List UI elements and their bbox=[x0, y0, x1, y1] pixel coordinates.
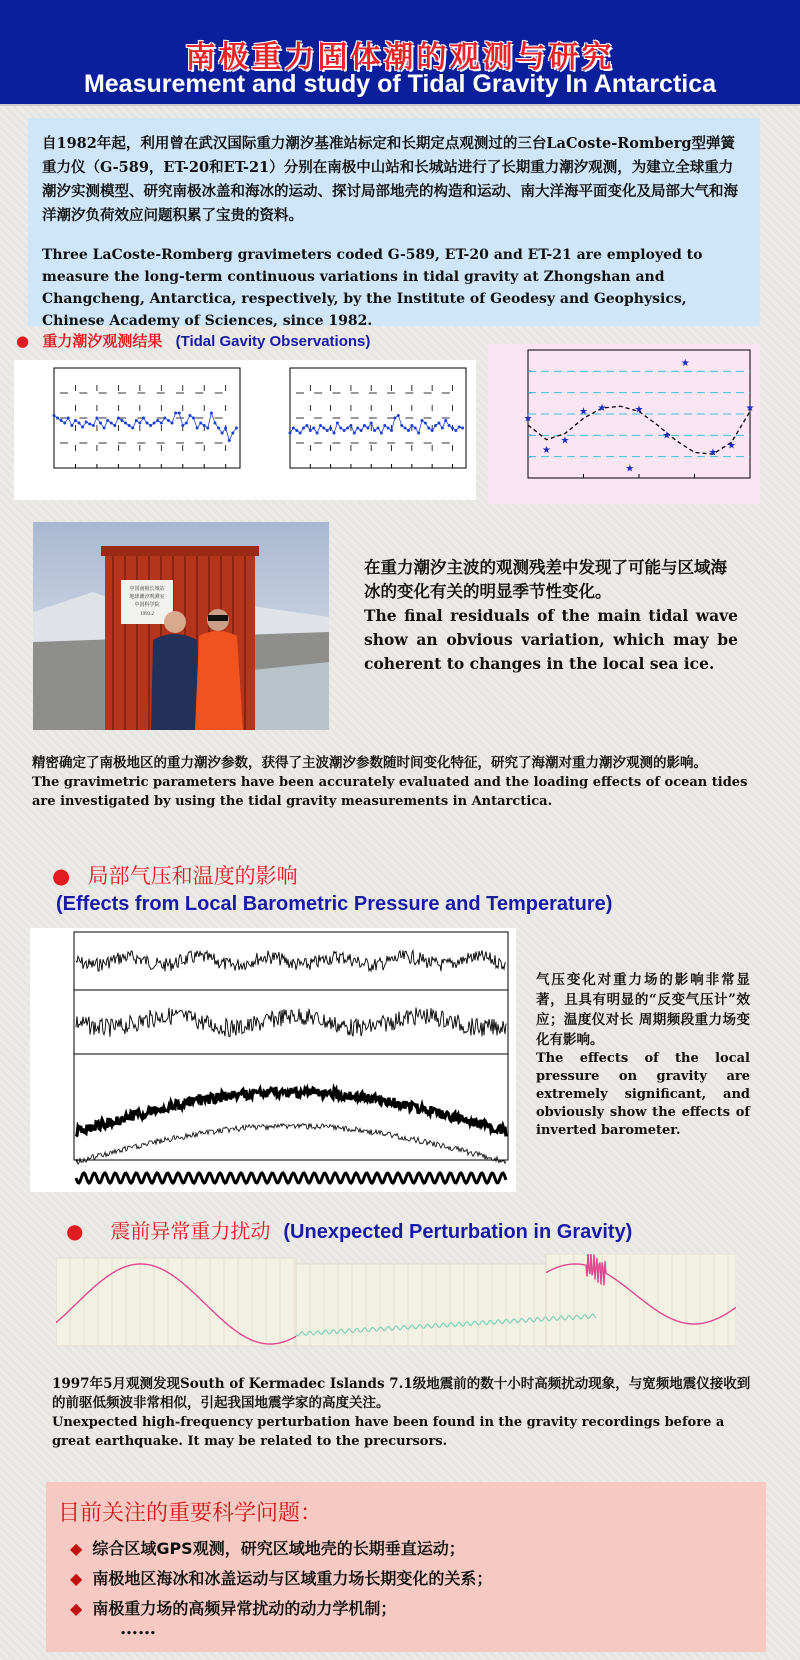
data-point bbox=[437, 422, 440, 425]
data-point bbox=[196, 427, 199, 430]
data-point bbox=[366, 427, 369, 430]
data-point bbox=[192, 417, 195, 420]
question-item bbox=[70, 1566, 492, 1589]
data-point bbox=[185, 422, 188, 425]
pressure-caption-zh: 气压变化对重力场的影响非常显著，且具有明显的“反变气压计”效应；温度仪对长 周期频段重力场变化有影响。 bbox=[536, 972, 750, 1048]
intro-box bbox=[28, 118, 760, 329]
station-photo bbox=[33, 522, 329, 730]
title-chinese: 南极重力固体潮的观测与研究 bbox=[185, 40, 615, 75]
data-point bbox=[178, 412, 181, 415]
data-point bbox=[217, 427, 220, 430]
data-point bbox=[203, 424, 206, 427]
title-english: Measurement and study of Tidal Gravity In Antarctica bbox=[83, 70, 717, 98]
data-point bbox=[360, 429, 363, 432]
data-point bbox=[302, 427, 305, 430]
data-point bbox=[142, 417, 145, 420]
question-item bbox=[70, 1536, 465, 1559]
data-point bbox=[156, 419, 159, 422]
data-point bbox=[448, 424, 451, 427]
section-perturbation bbox=[66, 1215, 632, 1244]
pressure-caption-en: The effects of the local pressure on gravity are extremely significant, and obviously show the effects of inverted barometer. bbox=[536, 1051, 750, 1138]
ellipsis-text: …… bbox=[120, 1618, 156, 1639]
pressure-caption bbox=[536, 970, 750, 1140]
data-point bbox=[407, 429, 410, 432]
data-point bbox=[56, 417, 59, 420]
data-point bbox=[224, 427, 227, 430]
data-point bbox=[235, 427, 238, 430]
data-point bbox=[343, 429, 346, 432]
data-point bbox=[461, 427, 464, 430]
pressure-temperature-gravity-chart bbox=[30, 928, 516, 1192]
data-point bbox=[74, 419, 77, 422]
sign-text-line: 中国南极长城站 bbox=[129, 587, 165, 592]
data-point bbox=[404, 427, 407, 430]
data-point bbox=[326, 429, 329, 432]
data-point bbox=[149, 424, 152, 427]
data-point bbox=[339, 427, 342, 430]
data-point bbox=[53, 414, 56, 417]
photo-caption bbox=[364, 556, 738, 676]
bullet-icon: ● bbox=[52, 864, 71, 888]
data-point bbox=[289, 432, 292, 435]
star-point: ★ bbox=[680, 357, 690, 369]
star-point: ★ bbox=[662, 430, 672, 442]
data-point bbox=[106, 419, 109, 422]
data-point bbox=[135, 419, 138, 422]
data-point bbox=[99, 422, 102, 425]
star-point: ★ bbox=[560, 435, 570, 447]
photo-caption-zh: 在重力潮汐主波的观测残差中发现了可能与区域海冰的变化有关的明显季节性变化。 bbox=[364, 558, 727, 601]
data-point bbox=[387, 427, 390, 430]
quake-text bbox=[52, 1375, 756, 1451]
star-point: ★ bbox=[625, 463, 635, 475]
data-point bbox=[305, 424, 308, 427]
data-point bbox=[363, 424, 366, 427]
data-point bbox=[454, 429, 457, 432]
data-point bbox=[221, 432, 224, 435]
data-point bbox=[70, 424, 73, 427]
data-point bbox=[78, 422, 81, 425]
data-point bbox=[417, 432, 420, 435]
data-point bbox=[160, 422, 163, 425]
summary-text bbox=[32, 754, 752, 811]
sign-text-line: 1993.2 bbox=[140, 612, 154, 617]
data-point bbox=[431, 429, 434, 432]
star-point: ★ bbox=[708, 447, 718, 459]
section-title-en: (Tidal Gavity Observations) bbox=[175, 333, 371, 350]
data-point bbox=[67, 417, 70, 420]
section-pressure-en: (Effects from Local Barometric Pressure and Temperature) bbox=[56, 893, 613, 915]
data-point bbox=[231, 432, 234, 435]
data-point bbox=[88, 423, 91, 426]
data-point bbox=[292, 427, 295, 430]
data-point bbox=[309, 429, 312, 432]
data-point bbox=[356, 427, 359, 430]
intro-chinese: 自1982年起，利用曾在武汉国际重力潮汐基准站标定和长期定点观测过的三台LaCoste-Romberg型弹簧重力仪（G-589，ET-20和ET-21）分别在南极中山站和长城站进行了长期重力潮汐观测，为建立全球重力潮汐实测模型、研究南极冰盖和海冰的运动、探讨局部地壳的构造和运动、南大洋海平面变化及局部大气和海洋潮汐负荷效应问题积累了宝贵的资料。 bbox=[42, 135, 738, 224]
data-point bbox=[377, 427, 380, 430]
star-point: ★ bbox=[634, 404, 644, 416]
section-title-zh: 重力潮汐观测结果 bbox=[42, 332, 163, 350]
data-point bbox=[95, 417, 98, 420]
o1-residuals-chart bbox=[488, 344, 760, 504]
bullet-icon: ● bbox=[16, 332, 30, 350]
data-point bbox=[117, 417, 120, 420]
data-point bbox=[451, 427, 454, 430]
record-paper bbox=[56, 1258, 296, 1346]
data-point bbox=[188, 414, 191, 417]
header-banner bbox=[0, 0, 800, 106]
star-point: ★ bbox=[727, 440, 736, 452]
section-title-zh: 局部气压和温度的影响 bbox=[87, 864, 298, 888]
data-point bbox=[153, 422, 156, 425]
data-point bbox=[60, 419, 63, 422]
data-point bbox=[110, 422, 113, 425]
star-point: ★ bbox=[523, 413, 533, 425]
question-item bbox=[70, 1596, 396, 1619]
data-point bbox=[353, 432, 356, 435]
data-point bbox=[383, 424, 386, 427]
o1-amplitude-chart bbox=[14, 360, 250, 500]
data-point bbox=[103, 427, 106, 430]
data-point bbox=[206, 427, 209, 430]
section-tidal-observations bbox=[16, 330, 370, 351]
data-point bbox=[63, 422, 66, 425]
data-point bbox=[397, 414, 400, 417]
data-point bbox=[312, 427, 315, 430]
star-point: ★ bbox=[579, 406, 588, 418]
data-point bbox=[333, 432, 336, 435]
data-point bbox=[441, 427, 444, 430]
data-point bbox=[329, 427, 332, 430]
star-point: ★ bbox=[597, 403, 607, 415]
diamond-bullet-icon: ◆ bbox=[70, 1539, 83, 1558]
question-text: 南极地区海冰和冰盖运动与区域重力场长期变化的关系； bbox=[92, 1569, 493, 1588]
m2-amplitude-chart bbox=[250, 360, 476, 500]
section-pressure-zh bbox=[52, 860, 298, 890]
data-point bbox=[410, 424, 413, 427]
intro-english: Three LaCoste-Romberg gravimeters coded G-589, ET-20 and ET-21 are employed to measure the long-term continuous variations in tidal gravity at Zhongshan and Changcheng, Antarctica, respectively, by the Institute of Geodesy and Geophysics, Chinese Academy of Sciences, since 1982. bbox=[42, 247, 703, 329]
data-point bbox=[113, 424, 116, 427]
data-point bbox=[128, 424, 131, 427]
data-point bbox=[444, 419, 447, 422]
data-point bbox=[424, 422, 427, 425]
data-point bbox=[120, 419, 123, 422]
data-point bbox=[81, 426, 84, 429]
diamond-bullet-icon: ◆ bbox=[70, 1599, 83, 1618]
bullet-icon: ● bbox=[66, 1219, 84, 1243]
data-point bbox=[319, 424, 322, 427]
data-point bbox=[174, 412, 177, 415]
data-point bbox=[167, 419, 170, 422]
data-point bbox=[138, 422, 141, 425]
data-point bbox=[390, 429, 393, 432]
data-point bbox=[370, 422, 373, 425]
quake-en: Unexpected high-frequency perturbation have been found in the gravity recordings before a great earthquake. It may be related to the precursors. bbox=[52, 1415, 725, 1449]
data-point bbox=[199, 422, 202, 425]
data-point bbox=[299, 432, 302, 435]
data-point bbox=[380, 432, 383, 435]
summary-en: The gravimetric parameters have been accurately evaluated and the loading effects of ocean tides are investigated by using the tidal gravity measurements in Antarctica. bbox=[32, 775, 748, 809]
data-point bbox=[163, 417, 166, 420]
data-point bbox=[336, 422, 339, 425]
gravity-perturbation-record bbox=[56, 1254, 736, 1356]
data-point bbox=[349, 424, 352, 427]
photo-caption-en: The final residuals of the main tidal wave show an obvious variation, which may be coherent to changes in the local sea ice. bbox=[364, 606, 738, 673]
data-point bbox=[400, 424, 403, 427]
data-point bbox=[228, 439, 231, 442]
data-point bbox=[434, 424, 437, 427]
data-point bbox=[295, 429, 298, 432]
section-title-zh: 震前异常重力扰动 bbox=[110, 1219, 271, 1243]
star-point: ★ bbox=[542, 444, 551, 456]
question-text: 南极重力场的高频异常扰动的动力学机制； bbox=[92, 1599, 397, 1618]
data-point bbox=[131, 427, 134, 430]
sign-text-line: 地球潮汐观测室 bbox=[129, 595, 165, 600]
data-point bbox=[393, 417, 396, 420]
data-point bbox=[213, 422, 216, 425]
sign-text-line: 中国科学院 bbox=[134, 603, 160, 608]
data-point bbox=[427, 427, 430, 430]
data-point bbox=[458, 426, 461, 429]
research-questions-box bbox=[46, 1482, 766, 1652]
summary-zh: 精密确定了南极地区的重力潮汐参数，获得了主波潮汐参数随时间变化特征，研究了海潮对重力潮汐观测的影响。 bbox=[32, 755, 707, 771]
star-point: ★ bbox=[745, 403, 755, 415]
data-point bbox=[92, 424, 95, 427]
data-point bbox=[322, 427, 325, 430]
questions-title: 目前关注的重要科学问题： bbox=[58, 1501, 323, 1526]
data-point bbox=[316, 432, 319, 435]
section-title-en: (Unexpected Perturbation in Gravity) bbox=[283, 1221, 633, 1243]
data-point bbox=[421, 419, 424, 422]
data-point bbox=[146, 422, 149, 425]
record-paper bbox=[546, 1254, 736, 1346]
data-point bbox=[414, 427, 417, 430]
data-point bbox=[124, 422, 127, 425]
data-point bbox=[346, 427, 349, 430]
data-point bbox=[171, 422, 174, 425]
data-point bbox=[210, 412, 213, 415]
data-point bbox=[181, 424, 184, 427]
diamond-bullet-icon: ◆ bbox=[70, 1569, 83, 1588]
data-point bbox=[85, 421, 88, 424]
question-text: 综合区域GPS观测，研究区域地壳的长期垂直运动； bbox=[92, 1539, 465, 1558]
quake-zh: 1997年5月观测发现South of Kermadec Islands 7.1级地震前的数十小时高频扰动现象，与宽频地震仪接收到的前驱低频波非常相似，引起我国地震学家的高度关注。 bbox=[52, 1376, 751, 1411]
data-point bbox=[373, 429, 376, 432]
